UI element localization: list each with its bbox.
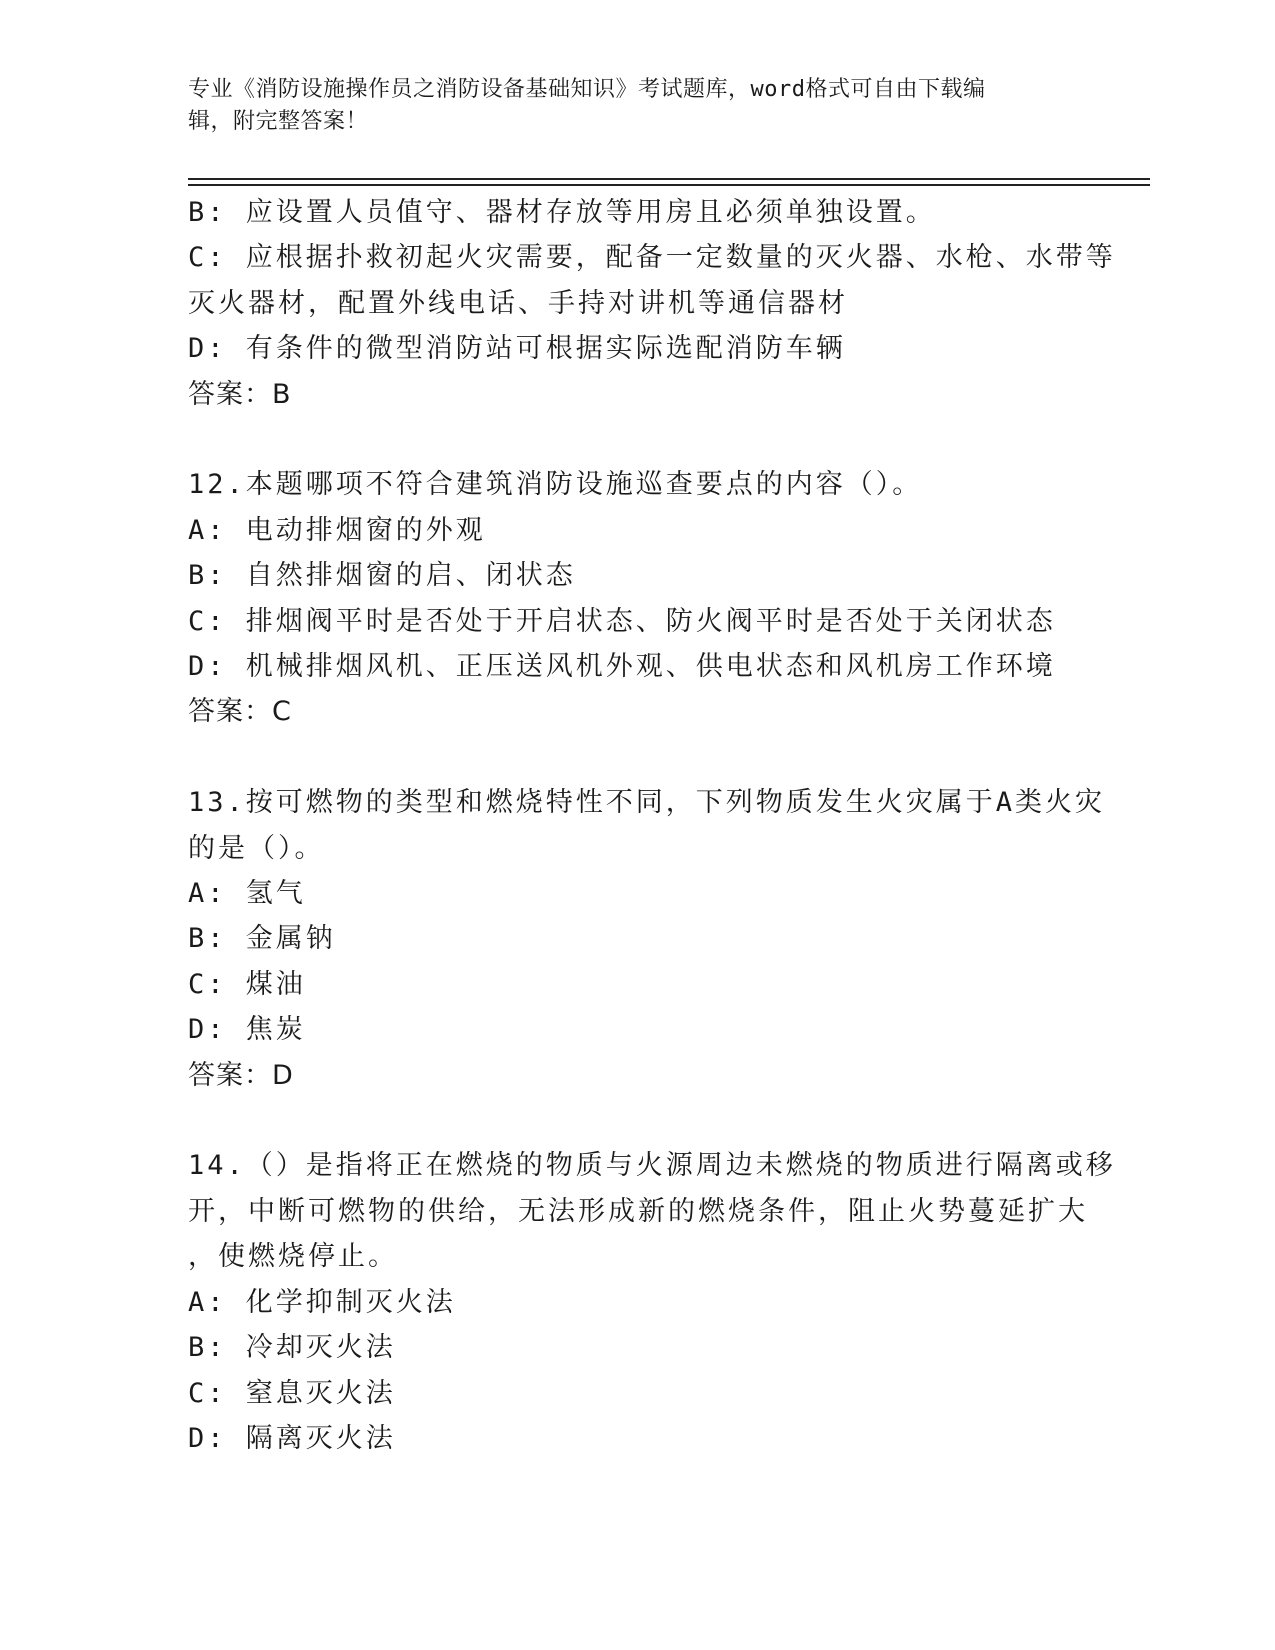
option-c: C: 应根据扑救初起火灾需要，配备一定数量的灭火器、水枪、水带等 [188,242,1116,274]
question-stem-continued: ，使燃烧停止。 [188,1241,398,1273]
option-d: D: 隔离灭火法 [188,1422,396,1454]
answer: 答案：D [188,1059,294,1091]
question-12 [188,462,1088,734]
question-content [188,190,1116,1461]
question-stem-continued: 的是（）。 [188,832,325,864]
question-stem-continued: 开，中断可燃物的供给，无法形成新的燃烧条件，阻止火势蔓延扩大 [188,1195,1088,1227]
header-line: 专业《消防设施操作员之消防设备基础知识》考试题库，word格式可自由下载编 [188,77,986,102]
option-c: C: 窒息灭火法 [188,1377,396,1409]
option-b: B: 金属钠 [188,923,336,955]
option-b: B: 冷却灭火法 [188,1332,396,1364]
option-a: A: 电动排烟窗的外观 [188,514,486,546]
option-c-continued: 灭火器材，配置外线电话、手持对讲机等通信器材 [188,287,848,319]
header-rule [188,184,1150,186]
option-d: D: 焦炭 [188,1014,306,1046]
question-13 [188,780,1106,1098]
option-b: B: 自然排烟窗的启、闭状态 [188,560,576,592]
option-d: D: 机械排烟风机、正压送风机外观、供电状态和风机房工作环境 [188,651,1056,683]
option-a: A: 化学抑制灭火法 [188,1286,456,1318]
question-stem: 12.本题哪项不符合建筑消防设施巡查要点的内容（）。 [188,469,923,501]
page-header [188,74,1068,138]
answer: 答案：B [188,378,292,410]
option-d: D: 有条件的微型消防站可根据实际选配消防车辆 [188,333,846,365]
previous-question-tail [188,190,1116,417]
header-line: 辑，附完整答案！ [188,109,369,134]
option-a: A: 氢气 [188,878,306,910]
option-b: B: 应设置人员值守、器材存放等用房且必须单独设置。 [188,197,936,228]
answer: 答案：C [188,696,292,728]
question-14 [188,1143,1116,1461]
option-c: C: 排烟阀平时是否处于开启状态、防火阀平时是否处于关闭状态 [188,605,1056,637]
header-rule [188,178,1150,180]
question-stem: 13.按可燃物的类型和燃烧特性不同，下列物质发生火灾属于A类火灾 [188,787,1106,819]
question-stem: 14.（）是指将正在燃烧的物质与火源周边未燃烧的物质进行隔离或移 [188,1150,1116,1182]
option-c: C: 煤油 [188,968,306,1000]
